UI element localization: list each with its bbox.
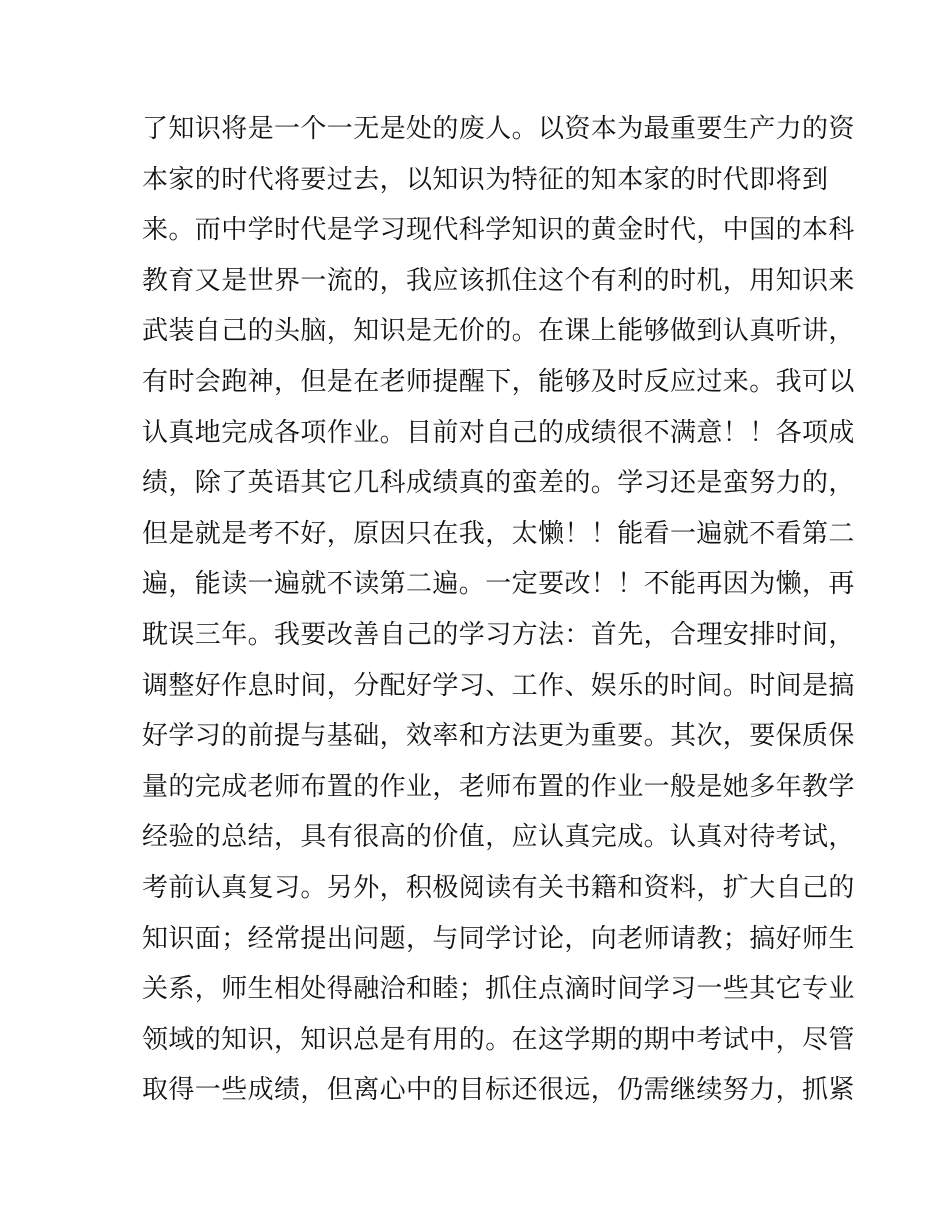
text-line: 绩，除了英语其它几科成绩真的蛮差的。学习还是蛮努力的， (142, 468, 855, 499)
text-line: 好学习的前提与基础，效率和方法更为重要。其次，要保质保 (142, 721, 855, 752)
text-line: 遍，能读一遍就不读第二遍。一定要改！！不能再因为懒，再 (142, 569, 855, 600)
text-line: 教育又是世界一流的，我应该抓住这个有利的时机，用知识来 (142, 265, 855, 296)
text-line: 耽误三年。我要改善自己的学习方法：首先，合理安排时间， (142, 619, 855, 650)
text-line: 调整好作息时间，分配好学习、工作、娱乐的时间。时间是搞 (142, 670, 855, 701)
text-line: 但是就是考不好，原因只在我，太懒！！能看一遍就不看第二 (142, 518, 855, 549)
text-line: 来。而中学时代是学习现代科学知识的黄金时代，中国的本科 (142, 215, 855, 246)
text-line: 取得一些成绩，但离心中的目标还很远，仍需继续努力，抓紧 (142, 1075, 855, 1106)
text-line: 量的完成老师布置的作业，老师布置的作业一般是她多年教学 (142, 771, 855, 802)
body-text (142, 104, 855, 1116)
text-line: 知识面；经常提出问题，与同学讨论，向老师请教；搞好师生 (142, 923, 855, 954)
text-line: 武装自己的头脑，知识是无价的。在课上能够做到认真听讲， (142, 316, 855, 347)
text-line: 本家的时代将要过去，以知识为特征的知本家的时代即将到 (142, 164, 829, 195)
text-line: 考前认真复习。另外，积极阅读有关书籍和资料，扩大自己的 (142, 872, 855, 903)
text-line: 认真地完成各项作业。目前对自己的成绩很不满意！！各项成 (142, 417, 855, 448)
text-line: 了知识将是一个一无是处的废人。以资本为最重要生产力的资 (142, 114, 855, 144)
text-line: 有时会跑神，但是在老师提醒下，能够及时反应过来。我可以 (142, 366, 855, 397)
text-line: 领域的知识，知识总是有用的。在这学期的期中考试中，尽管 (142, 1024, 855, 1055)
text-line: 经验的总结，具有很高的价值，应认真完成。认真对待考试， (142, 822, 855, 853)
text-line: 关系，师生相处得融洽和睦；抓住点滴时间学习一些其它专业 (142, 974, 855, 1005)
